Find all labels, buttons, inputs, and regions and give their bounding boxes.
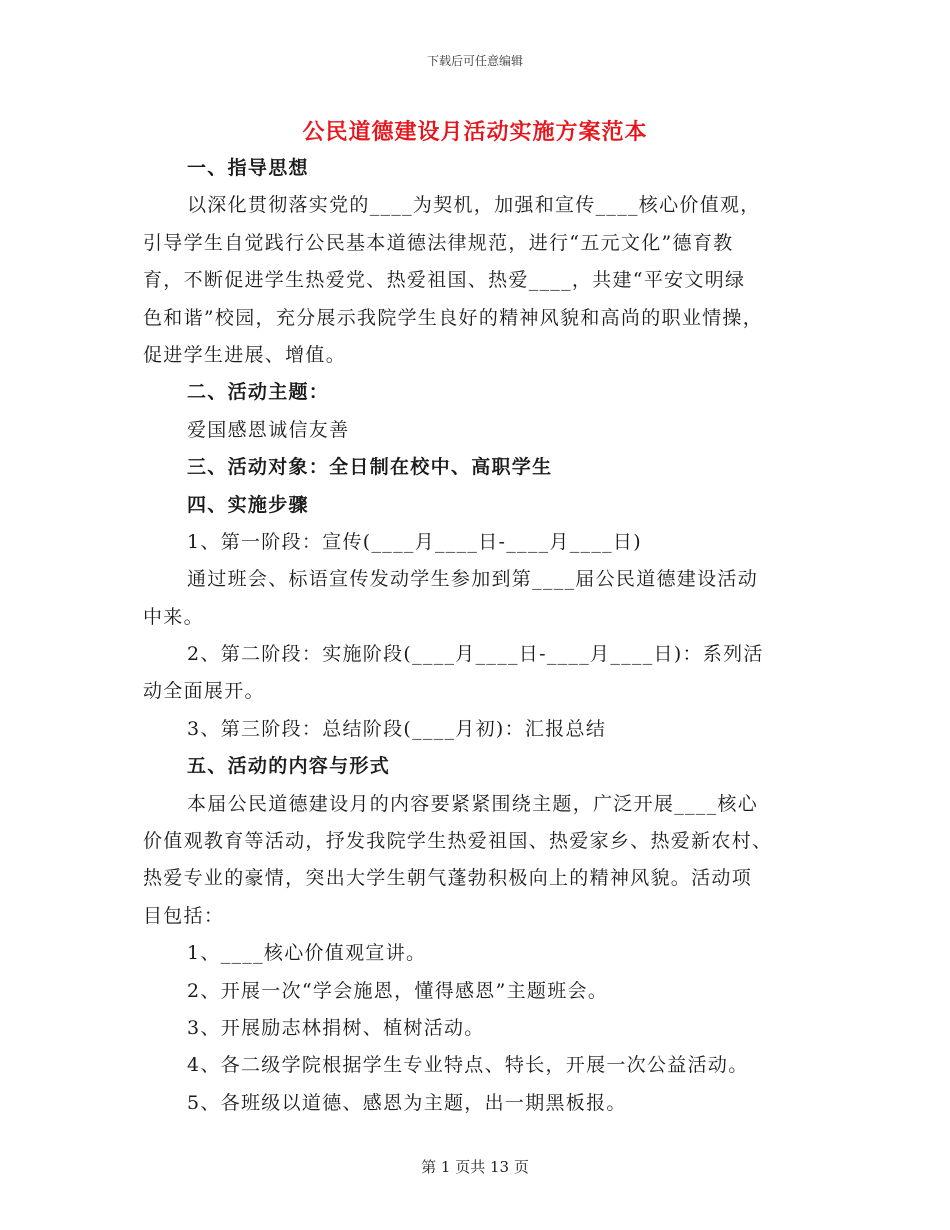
body-line: 引导学生自觉践行公民基本道德法律规范，进行“五元文化”德育教 (143, 231, 734, 254)
body-line: 价值观教育等活动，抒发我院学生热爱祖国、热爱家乡、热爱新农村、 (143, 830, 773, 853)
body-line: 促进学生进展、增值。 (143, 343, 347, 366)
section-heading: 二、活动主题： (187, 381, 330, 404)
body-line: 通过班会、标语宣传发动学生参加到第____届公民道德建设活动 (187, 568, 759, 591)
body-line: 2、第二阶段：实施阶段(____月____日-____月____日)：系列活 (187, 643, 764, 666)
body-line: 中来。 (143, 605, 204, 628)
document-title: 公民道德建设月活动实施方案范本 (302, 119, 648, 145)
body-line: 5、各班级以道德、感恩为主题，出一期黑板报。 (187, 1091, 627, 1114)
body-line: 爱国感恩诚信友善 (187, 418, 350, 441)
body-line: 目包括： (143, 904, 225, 927)
section-heading: 四、实施步骤 (187, 493, 309, 516)
body-line: 育，不断促进学生热爱党、热爱祖国、热爱____，共建“平安文明绿 (143, 269, 746, 292)
body-line: 3、开展励志林捐树、植树活动。 (187, 1016, 485, 1039)
body-line: 1、____核心价值观宣讲。 (187, 942, 427, 965)
body-line: 动全面展开。 (143, 680, 265, 703)
body-line: 以深化贯彻落实党的____为契机，加强和宣传____核心价值观， (187, 194, 761, 217)
body-line: 本届公民道德建设月的内容要紧紧围绕主题，广泛开展____核心 (187, 792, 759, 815)
body-line: 热爱专业的豪情，突出大学生朝气蓬勃积极向上的精神风貌。活动项 (143, 867, 753, 890)
body-line: 4、各二级学院根据学生专业特点、特长，开展一次公益活动。 (187, 1054, 749, 1077)
header-note: 下载后可任意编辑 (426, 54, 523, 68)
section-heading: 五、活动的内容与形式 (187, 755, 391, 778)
page-footer: 第 1 页共 13 页 (421, 1158, 529, 1176)
body-line: 色和谐”校园，充分展示我院学生良好的精神风貌和高尚的职业情操， (143, 306, 764, 329)
document-body (143, 150, 808, 1122)
body-line: 2、开展一次“学会施恩，懂得感恩”主题班会。 (187, 979, 609, 1002)
section-heading: 三、活动对象：全日制在校中、高职学生 (187, 456, 553, 479)
section-heading: 一、指导思想 (187, 157, 309, 179)
body-line: 1、第一阶段：宣传(____月____日-____月____日) (187, 530, 642, 553)
body-line: 3、第三阶段：总结阶段(____月初)：汇报总结 (187, 717, 607, 740)
